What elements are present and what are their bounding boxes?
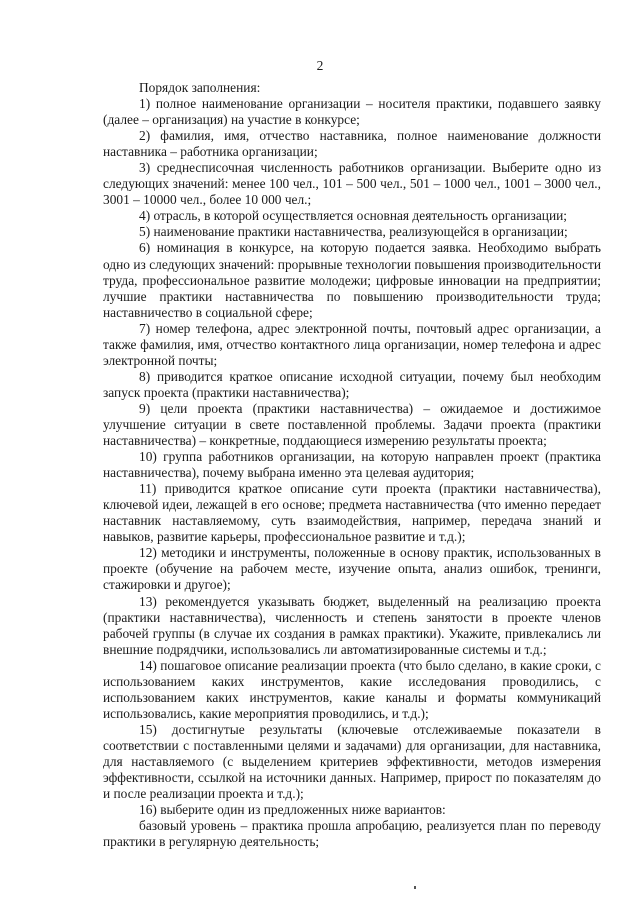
list-item-10: 10) группа работников организации, на которую направлен проект (практика наставничества), почему выбрана именно эта целевая аудитория; [103,449,601,481]
list-item-6: 6) номинация в конкурсе, на которую подается заявка. Необходимо выбрать одно из следующих значений: прорывные технологии повышения производительности труда, профессиональное развитие молодежи; цифровые инновации на предприятии; лучшие практики наставничества по повышению производительности труда; наставничество в социальной сфере; [103,240,601,320]
list-item-4: 4) отрасль, в которой осуществляется основная деятельность организации; [139,208,567,224]
list-item-1: 1) полное наименование организации – носителя практики, подавшего заявку (далее – организация) на участие в конкурсе; [103,96,601,128]
list-item-5: 5) наименование практики наставничества, реализующейся в организации; [139,224,568,240]
list-item-16: 16) выберите один из предложенных ниже вариантов: [139,802,446,818]
section-heading: Порядок заполнения: [139,80,261,95]
list-item-3: 3) среднесписочная численность работников организации. Выберите одно из следующих значений: менее 100 чел., 101 – 500 чел., 501 – 1000 чел., 1001 – 3000 чел., 3001 – 10000 чел., более 10 000 чел.; [103,160,601,208]
list-item-11: 11) приводится краткое описание сути проекта (практики наставничества), ключевой идеи, лежащей в его основе; предмета наставничества (что именно передает наставник наставляемому, суть взаимодействия, например, передача знаний и навыков, развитие карьеры, профессиональное развитие и т.д.); [103,481,601,545]
page-number: 2 [316,58,324,73]
document-body [103,80,601,850]
option-basic-level: базовый уровень – практика прошла апробацию, реализуется план по переводу практики в регулярную деятельность; [103,818,601,850]
list-item-13: 13) рекомендуется указывать бюджет, выделенный на реализацию проекта (практики наставничества), численность и степень занятости в проекте членов рабочей группы (в случае их создания в рамках практики). Укажите, привлекались ли внешние подрядчики, использовались ли автоматизированные системы и т.д.; [103,593,601,657]
list-item-8: 8) приводится краткое описание исходной ситуации, почему был необходим запуск проекта (практики наставничества); [103,368,601,400]
list-item-15: 15) достигнутые результаты (ключевые отслеживаемые показатели в соответствии с поставленными целями и задачами) для организации, для наставника, для наставляемого (с выделением критериев эффективности, методов измерения эффективности, ссылкой на источники данных. Например, прирост по показателям до и после реализации проекта и т.д.); [103,721,601,802]
scan-dot-mark [414,886,416,889]
list-item-2: 2) фамилия, имя, отчество наставника, полное наименование должности наставника – работника организации; [103,128,601,160]
list-item-7: 7) номер телефона, адрес электронной почты, почтовый адрес организации, а также фамилия, имя, отчество контактного лица организации, номер телефона и адрес электронной почты; [103,320,601,368]
list-item-9: 9) цели проекта (практики наставничества) – ожидаемое и достижимое улучшение ситуации в свете поставленной проблемы. Задачи проекта (практики наставничества) – конкретные, поддающиеся измерению результаты проекта; [103,400,601,449]
list-item-12: 12) методики и инструменты, положенные в основу практик, использованных в проекте (обучение на рабочем месте, изучение опыта, анализ ошибок, тренинги, стажировки и другое); [103,545,601,593]
list-item-14: 14) пошаговое описание реализации проекта (что было сделано, в какие сроки, с использованием каких инструментов, какие исследования проводились, с использованием каких инструментов, какие каналы и форматы коммуникаций использовались, какие мероприятия проводились, и т.д.); [103,657,601,721]
